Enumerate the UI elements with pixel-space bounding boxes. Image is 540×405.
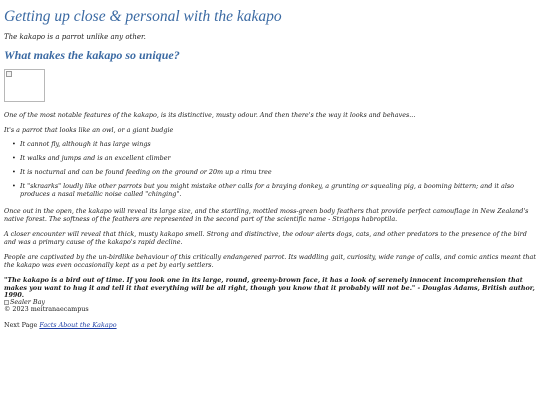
paragraph-feathers: Once out in the open, the kakapo will reveal its large size, and the startling, mottled moss-green body feathers that provide perfect camouflage in New Zealand's native forest. The softness of the feathers are represented in the second part of the scientific name - Strigops habroptila. [4,207,529,223]
list-item: • It "skraarks" loudly like other parrots but you might mistake other calls for a braying donkey, a grunting or squealing pig, a booming bittern; and it also produces a nasal metallic noise called "chinging". [4,183,536,198]
douglas-adams-quote: "The kakapo is a bird out of time. If you look one in its large, round, greeny-brown face, it has a look of serenely innocent incomprehension that makes you want to hug it and tell it that everything will be all right, though you know that it probably will not be." - Douglas Adams, British author, 1990. [4,276,535,300]
page-title: Getting up close & personal with the kakapo [4,8,282,25]
intro-text: The kakapo is a parrot unlike any other. [4,33,146,41]
copyright-text: © 2023 meitranaecampus [4,305,89,313]
section-heading: What makes the kakapo so unique? [4,48,180,62]
next-page-label: Next Page [4,321,38,329]
paragraph-owl-budgie: It's a parrot that looks like an owl, or a giant budgie [4,126,174,134]
next-page-nav [4,322,117,330]
features-list [4,141,536,205]
list-item: • It is nocturnal and can be found feeding on the ground or 20m up a rimu tree [4,169,536,177]
list-item: • It cannot fly, although it has large wings [4,141,536,149]
logo-alt-text: Sealer Bay [10,298,45,306]
broken-image-icon [6,71,12,77]
paragraph-smell: A closer encounter will reveal that thick, musty kakapo smell. Strong and distinctive, the odour alerts dogs, cats, and other predators to the presence of the bird and was a primary cause of the kakapo's rapid decline. [4,230,527,246]
list-item: • It walks and jumps and is an excellent climber [4,155,536,163]
paragraph-odour: One of the most notable features of the kakapo, is its distinctive, musty odour. And then there's the way it looks and behaves... [4,111,416,119]
broken-image-icon [4,300,9,305]
paragraph-behaviour: People are captivated by the un-birdlike behaviour of this critically endangered parrot. Its waddling gait, curiosity, wide range of calls, and comic antics meant that the kakapo was even occasionally kept as a pet by early settlers. [4,253,536,269]
next-page-link[interactable]: Facts About the Kakapo [39,321,117,329]
kakapo-image [4,69,45,102]
